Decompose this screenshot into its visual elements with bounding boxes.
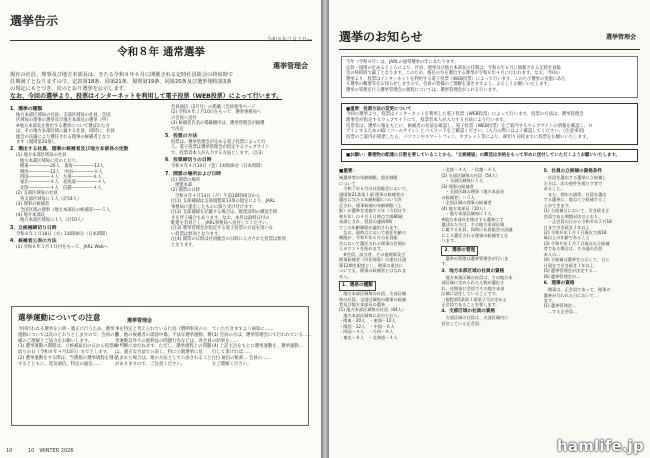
voting-change-title: ■重要：投票方法の変更について bbox=[346, 106, 412, 112]
body-line: 地方本部区域毎に１人（計10人） bbox=[20, 218, 86, 224]
body-line: 令和８年２月18日（水）14時00分（日本時間） bbox=[16, 231, 110, 237]
body-line: あること。 bbox=[543, 186, 565, 192]
body-line: 会員通信（2月号）の掲載（会員専用ページ bbox=[171, 105, 256, 110]
body-line: 北陸―――――４人 信越―――――４人 bbox=[20, 185, 102, 191]
body-line: 事を特定と考えられている行為（慣例事実の公 bbox=[115, 327, 208, 332]
body-line: 令和７年６月の社員総会において、 bbox=[339, 186, 411, 192]
body-line: い投票は無効となります。 bbox=[171, 231, 223, 237]
body-line: きを伴う場合もあります。なお、本件は最終日付の bbox=[171, 215, 270, 221]
left-page bbox=[0, 0, 321, 458]
body-line: をご理解ください。 bbox=[212, 361, 252, 367]
body-line: 事務局に提出したものに限り受け付けます。 bbox=[171, 204, 257, 210]
body-line: らカウントを始めます。 bbox=[339, 246, 385, 252]
body-line: ・全国区域の理事（地方本部長 bbox=[441, 189, 505, 195]
body-line: せん。 bbox=[339, 273, 352, 279]
section-heading: 7．開票の場所および日時 bbox=[165, 171, 222, 177]
section-heading: 5．社員の立候補の資格条件 bbox=[543, 169, 602, 175]
body-line: ります。 bbox=[441, 238, 458, 244]
body-line: でこの年齢制限が適用されます。 bbox=[339, 224, 402, 230]
intro-line: 選挙より、投票はインターネットを利用する電子投票（WEB投票）によって行います。このたび選挙の実施にあた bbox=[346, 76, 566, 82]
body-line: た方は、次の要件を満たす者で bbox=[543, 180, 603, 186]
change-line: グインするためのID（コールサイン）とパスワードをご確認ください。（入力の際にはよく確認してください。（注意事項) bbox=[346, 129, 585, 135]
body-line: う。電子投票は選挙管理会が指定するウェブサイト bbox=[171, 145, 270, 151]
body-line: 区域に居住していることです。 bbox=[441, 291, 500, 297]
body-line: (4) 立候補は選挙を公示して、日に bbox=[543, 257, 610, 263]
section-heading: 1．選挙の種類 bbox=[339, 281, 376, 291]
body-line: 今回行われる選挙を公明・適正に行うため、選挙 bbox=[18, 327, 115, 332]
section-heading: 2．選挙の管理 bbox=[441, 246, 478, 256]
body-line: (4) 地方本部長 bbox=[16, 212, 45, 218]
caution-column-3 bbox=[212, 327, 312, 368]
body-line: (2) 支部区域毎の社員 bbox=[16, 191, 58, 197]
body-line: (5) 選挙管理会が決定する… bbox=[543, 268, 597, 274]
left-column-2 bbox=[165, 105, 312, 251]
section-heading: 3．地方本部区域の社員の資格 bbox=[441, 268, 505, 274]
body-line: ・東北－８人 ・北海道－４人 bbox=[339, 334, 398, 340]
intro-line: 今年（令和８年）は、JARLの通常選挙の年にあたります。 bbox=[346, 60, 459, 65]
body-line: ます（規則第20条）。 bbox=[16, 140, 58, 146]
body-line: 会員である期間が次のとおり。 bbox=[543, 213, 603, 219]
body-line: ・支部区域毎に１人 bbox=[441, 178, 484, 184]
body-line: (3) 候補者氏名の掲載順序は、選挙管理会が抽選 bbox=[171, 121, 265, 127]
body-line: (2) 選挙運動をする際は、当選規の選挙規程を遵守 bbox=[18, 355, 118, 361]
body-line: 毎の社員、全国区域毎の理事の候補 bbox=[339, 296, 407, 302]
body-line: ・全国区域の理事の候補者 bbox=[441, 200, 492, 206]
body-line: 統選挙等の年齢制限、重任制限 bbox=[339, 175, 398, 181]
body-line: …する正会員… bbox=[543, 308, 578, 314]
body-line: ※会員、該当者、その他理事及び bbox=[339, 251, 406, 257]
body-line: 者である場合は、その他の会員 bbox=[543, 246, 603, 252]
body-line: 日現在で引き続き１年以上 bbox=[543, 262, 594, 268]
right-page bbox=[329, 0, 650, 458]
site-watermark: hamlife.jp bbox=[557, 437, 644, 455]
body-line: 総会の決議により選任される理事の候補者となり bbox=[16, 134, 111, 140]
body-line: の候補者）－５人 bbox=[441, 194, 475, 200]
body-line: する選挙に、重ねて立候補するこ bbox=[543, 197, 607, 203]
body-line: (6) 選挙管理会の… bbox=[543, 273, 581, 279]
right-header-rule bbox=[339, 49, 640, 50]
caution-columns bbox=[18, 327, 312, 368]
body-line: ・地方本部区域毎に１人 bbox=[441, 211, 492, 217]
voting-change-box bbox=[341, 103, 638, 145]
body-line: 制限が、令和８年６月の社員総 bbox=[339, 235, 398, 241]
change-line: 投票者は、選挙公報をもとに、候補者の名前を確認し、電子投票（WEB投票）をご案内するウェブサイトの情報を確認し、ロ bbox=[346, 123, 593, 129]
body-line: 四国―――――４人 九州―――――８人 bbox=[20, 175, 102, 181]
body-line: ・北陸－４人 ・信越－４人 bbox=[441, 167, 496, 173]
web-voting-emphasis: なお、今回の選挙より、投票はインターネットを利用して電子投票（WEB投票）によって行います。 bbox=[10, 93, 283, 100]
body-line: 連盟本部 bbox=[175, 183, 193, 189]
body-line: 関東―――――20人 東海―――――12人 bbox=[20, 164, 104, 170]
body-line: (1) 選挙運動の期間は、立候補届出の日から投票締 bbox=[18, 344, 118, 350]
body-line: 込まれた場合は、他の方法として公表されること bbox=[115, 355, 212, 361]
body-line: 切りの日（令和８年４月10日）までとします。 bbox=[18, 350, 112, 356]
body-line: となります。 bbox=[171, 242, 197, 248]
change-line: 理事会が指定するウェブサイトにて、投票者本人が入力する方法により行います。 bbox=[346, 117, 508, 123]
body-line: の結果を…… bbox=[212, 338, 239, 344]
body-line: は、適正な方法で公表し、特に公開選挙に見 bbox=[115, 350, 203, 356]
intro-line: 選挙の管理を行う選挙管理会の規程については、選挙管理会がこれを行います。 bbox=[346, 87, 501, 93]
body-line: がありますので、ご注意ください。 bbox=[115, 361, 186, 367]
intro-line: 任期満了となりますので、定款第18条、同第21条、規則第19条、同第20条及び選挙規程第3条 bbox=[10, 79, 232, 85]
body-line: 行して頂ければ…… bbox=[212, 350, 252, 356]
body-line: (1) 立候補日において、引き続き正 bbox=[543, 208, 610, 214]
body-line: 各支部区域毎に１人（計54人） bbox=[20, 196, 82, 202]
body-line: 配達を有効とし、JARL事務局へ送付してください。 bbox=[171, 220, 271, 226]
body-line: 関西―――――12人 中国―――――８人 bbox=[20, 169, 103, 175]
body-line: 歳以上の年齢であること bbox=[543, 235, 590, 241]
body-line: に属する社員、同時に社員総会の決議 bbox=[441, 227, 513, 233]
section-heading: ■重要： bbox=[339, 169, 358, 175]
caution-org: 選挙管理会 bbox=[126, 318, 152, 324]
election-headline: 令和８年 通常選挙 bbox=[117, 46, 205, 58]
body-line: 選出に当たる年齢制限について改 bbox=[339, 197, 402, 203]
body-line: (4) 地方本部長（10人） bbox=[441, 205, 488, 211]
mail-notice-box bbox=[341, 149, 638, 163]
body-line: 社員を選出する選挙に立候補し bbox=[543, 175, 607, 181]
body-line: (1) 地方本部区域毎の社員（64人） bbox=[339, 307, 407, 313]
section-heading: 5．投票の方法 bbox=[165, 134, 198, 140]
body-line: 地方本部区域毎に次のとおり。 bbox=[339, 312, 402, 318]
body-line: （規程第5条第１項第２号が定める bbox=[441, 296, 507, 302]
section-heading: 6．投票締切りの日時 bbox=[165, 158, 212, 164]
caution-column-1 bbox=[18, 327, 119, 368]
body-line: ※地方本部長を推出する選挙について選ばれた方 bbox=[16, 123, 110, 129]
body-line: 地方本部区域毎の社員、支部区域 bbox=[339, 291, 407, 297]
page-footer: 10 WINTER 2026 bbox=[28, 448, 74, 454]
body-line: ・四国－４人 ・九州－８人 bbox=[339, 329, 394, 335]
body-line: ていただきますよう通知に…… bbox=[212, 327, 274, 332]
right-column-3 bbox=[544, 167, 640, 340]
body-line: 限）が選挙を実施する年（今回は令 bbox=[339, 208, 407, 214]
intro-line: 会の終結時で満了となります。このため、後任の方を選出する選挙が令和８年４月に行われます。なお、今回の bbox=[346, 71, 560, 77]
body-line: 様のご理解とご協力をお願いします。 bbox=[18, 338, 93, 344]
body-line: 挙運動以外での他利益の問題行為などは、各会員 bbox=[115, 338, 212, 344]
body-line: (2) 開票の日時 bbox=[171, 188, 200, 194]
section-heading: 2．選出する社員、理事の候補者及び地方本部長の定数 bbox=[10, 147, 129, 153]
body-line: (1) 選挙管理会… bbox=[543, 303, 577, 309]
body-line: (3) 理事の候補者 bbox=[16, 202, 50, 208]
body-line: 和８年）の４月１日時点で満80歳 bbox=[339, 213, 403, 219]
intro-line: 現在の社員、理事及び地方本部長は、きたる令和８年６月に開催される定時社員総会の終結時で bbox=[10, 72, 234, 78]
body-line: 地方本部区域の社員は、その地方本 bbox=[441, 274, 513, 280]
caution-column-2 bbox=[115, 327, 212, 368]
body-line: (2) 令和８年３月10日をもって、選挙事務局へ bbox=[171, 110, 262, 116]
section-heading: 4．候補者公表の方法 bbox=[10, 239, 57, 245]
body-line: ・正会員の日から令和８年２月18 bbox=[543, 219, 612, 225]
section-heading: 4．支部区域の社員の資格 bbox=[441, 309, 496, 315]
body-line: れ、任期前に会員でその地方本部 bbox=[441, 285, 505, 291]
election-news-title: 選挙のお知らせ bbox=[339, 30, 423, 44]
body-line: 会において選任される理事の任期か bbox=[339, 240, 407, 246]
body-line: 表、他の候補者の誹謗中傷、不法な選挙運動、選 bbox=[115, 332, 212, 338]
body-line: (注2) 支部補録を記載する場合は、配達証明の郵送手続 bbox=[171, 210, 278, 216]
body-line: なお、現時点において就任年齢の bbox=[339, 230, 407, 236]
intro-line: の規定にもとづき、次のとおり選挙を公示します。 bbox=[10, 86, 129, 92]
section-heading: 1．選挙の種類 bbox=[10, 107, 43, 112]
body-line: (2) 令和８年１月１日現在で満18 bbox=[543, 230, 607, 236]
right-column-2 bbox=[441, 167, 537, 340]
body-line: 令和８年４月10日（金）14時00分（日本時間） bbox=[171, 164, 265, 170]
mail-notice-text: ■お願い：郵便物の配達に日数を要していることから、「立候補届」の郵送は余裕をもって早めに送付していただくようお願いいたします。 bbox=[346, 152, 620, 158]
change-line: 今回の選挙より、投票はインターネットを利用した電子投票（WEB投票）によって行います。投票の方法は、選挙管理会 bbox=[346, 112, 584, 118]
body-line: 居住している正会員。 bbox=[441, 320, 484, 326]
body-line: (3) 会員の方は、選挙管理会にて行われている…… bbox=[212, 332, 312, 338]
left-body-columns bbox=[10, 105, 312, 251]
body-line: す。 bbox=[441, 261, 450, 267]
body-line: 区域毎の理事の選挙及び地方本部長の選挙（申） bbox=[16, 118, 111, 124]
election-committee-label: 選挙管理会 bbox=[273, 62, 308, 70]
body-line: で、投票者本人が入力する方法とします。（注3） bbox=[171, 150, 266, 156]
caution-title: 選挙運動についての注意 bbox=[18, 313, 101, 322]
body-line: 正され、理事候補の年齢制限（上 bbox=[339, 202, 403, 208]
body-line: ※地方本部長を推出する選挙にて bbox=[441, 216, 504, 222]
body-line: 正会員であることを要します。 bbox=[441, 302, 500, 307]
body-line: 地方本部区域毎に次のとおり。 bbox=[20, 158, 81, 164]
intro-line: 定款・規則の定めるところにより、社員、理事及び地方本部長の任期は、令和８年６月に開催される定時社員総 bbox=[346, 65, 561, 71]
body-line: (4) 上記主旨をもとに選挙運動を、選挙運動… bbox=[212, 344, 304, 350]
section-heading: 3．立候補締切り日時 bbox=[10, 225, 57, 231]
body-line: 運動については次のとおりとしますので、会員の皆 bbox=[18, 332, 119, 338]
campaign-caution-box bbox=[11, 306, 312, 426]
right-column-1 bbox=[339, 167, 435, 340]
body-line: とができます。 bbox=[543, 202, 573, 208]
body-line: ます。 bbox=[543, 298, 556, 303]
body-line: の会員へ送付 bbox=[171, 115, 197, 121]
left-column-1 bbox=[10, 105, 157, 251]
body-line: (注3) 選挙管理会が指定する電子投票の方法を用いな bbox=[171, 226, 273, 232]
body-line: により選任される理事の候補者とな bbox=[441, 232, 509, 238]
left-intro bbox=[10, 72, 312, 93]
body-line: (1) 地方本部区域毎の社員 bbox=[16, 153, 67, 159]
body-line: 支部区域の社員は、支部区域内に bbox=[441, 315, 509, 321]
body-line: また、例年の通常、社員を選出 bbox=[543, 191, 607, 197]
body-line: (2) 支部区域毎の社員（54人） bbox=[441, 172, 500, 178]
body-line: 選挙の管理は選挙管理会が行いま bbox=[441, 255, 509, 261]
body-line: 者及び地方本部長の選挙 bbox=[339, 302, 386, 307]
body-line: 規則第21条第１項 理事の候補者の bbox=[339, 191, 405, 197]
body-line: 全国区域の理事（地方本部長の候補者――５人 bbox=[20, 207, 111, 213]
body-line: (注1) 支部補録は支部規程第13条の規定により、JARL bbox=[171, 199, 276, 205]
left-header bbox=[10, 8, 312, 43]
body-line: ・関西－12人 ・中国－８人 bbox=[339, 323, 395, 329]
right-body-columns bbox=[339, 167, 640, 340]
change-line: 投票のご案内が到達したら、パソコンやスマートフォン、タブレット等により、締切り日時までに投票をお願いいたします。 bbox=[346, 135, 591, 141]
body-line: で決定 bbox=[171, 126, 184, 132]
body-line: 算12期を限度とし、理事の重任に bbox=[339, 262, 403, 268]
body-line: 本人の… bbox=[543, 251, 561, 257]
book-gutter bbox=[321, 0, 329, 458]
body-line: 投票は、選挙管理会が定める電子投票によって行 bbox=[171, 140, 266, 146]
notice-date: 令和８年２月２日― bbox=[266, 37, 312, 43]
body-line: 理事候補者（付任理事）の重任は通 bbox=[339, 257, 407, 263]
body-line: 選ばれた方は、その地方本部区域 bbox=[441, 222, 505, 228]
body-line: 日まで引き続き３年以上 bbox=[543, 224, 590, 230]
page-number: 10 bbox=[6, 448, 13, 454]
body-line: (3) 令和８年１月７日現在の立候補 bbox=[543, 240, 610, 246]
right-intro-box bbox=[341, 56, 638, 98]
intro-line: り選挙の概要等をお知らせしますので、会員の皆様のご理解を頂きますよう、よろしくお願いいたします。 bbox=[346, 82, 552, 88]
body-line: 令和８年４月13日（月）午前10時00分から bbox=[175, 193, 261, 199]
body-line: するとともに、電気通信、特定の通信…… bbox=[18, 361, 102, 367]
body-line: ・関東－20人 ・東海－12人 bbox=[339, 318, 396, 324]
body-line: 理事は、正会員であって、理事の bbox=[543, 287, 611, 293]
body-line: (1) 開票の場所 bbox=[171, 177, 200, 183]
election-notice-title: 選挙告示 bbox=[10, 14, 59, 28]
section-heading: 6．理事の資格 bbox=[543, 281, 575, 287]
body-line: (1) 令和８年３月１日付をもって、JARL Webへ bbox=[16, 245, 109, 251]
body-line: 選挙が行われる日において… bbox=[543, 292, 599, 298]
body-line: 東北―――――８人 北海道―――――４人 bbox=[20, 180, 106, 186]
right-org-label: 選挙管理会 bbox=[605, 34, 636, 41]
body-line: (3) 理事の候補者 bbox=[441, 183, 474, 189]
body-line: (注4) 開票の日時は社員総会の日時に入力された投票は無効 bbox=[171, 237, 286, 243]
right-header bbox=[339, 28, 640, 45]
body-line: について bbox=[339, 180, 356, 186]
body-line: 地方本部区域毎の社員、支部区域毎の社員、全国 bbox=[16, 113, 111, 118]
body-line: 部区域に定められた人数が選出さ bbox=[441, 280, 505, 286]
body-line: の判断にゆだねます。ただし、選挙規程上の問題 bbox=[115, 344, 212, 350]
body-line: 未満とされ、役員の連続6期 bbox=[339, 219, 393, 225]
body-line: (注) 通信の秘密… 会員の…… bbox=[212, 355, 271, 361]
body-line: は、その地方本部区域に属する社員、同時に、社員 bbox=[16, 129, 115, 135]
body-line: ついても、理事の候補者とはなれま bbox=[339, 268, 407, 274]
